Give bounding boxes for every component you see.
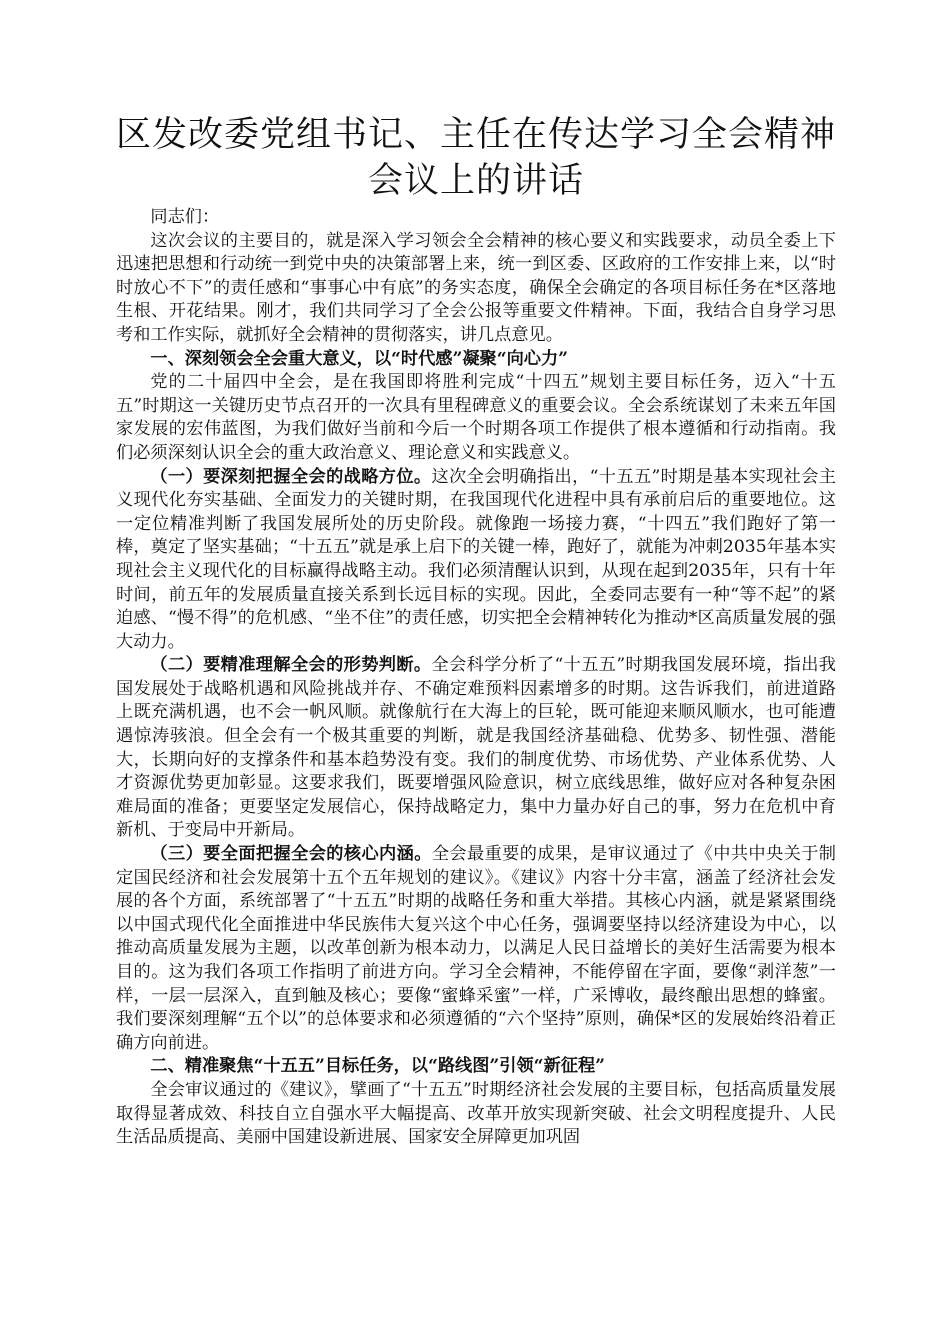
section-1-heading: 一、深刻领会全会重大意义，以“时代感”凝聚“向心力”: [150, 348, 569, 369]
document-page: [116, 112, 836, 1150]
point-1-text: 这次全会明确指出，“十五五”时期是基本实现社会主义现代化夯实基础、全面发力的关键时期，在我国现代化进程中具有承前启后的重要地位。这一定位精准判断了我国发展所处的历史阶段。就像跑一场接力赛，“十四五”我们跑好了第一棒，奠定了坚实基础；“十五五”就是承上启下的关键一棒，跑好了，就能为冲刺2035年基本实现社会主义现代化的目标赢得战略主动。我们必须清醒认识到，从现在起到2035年，只有十年时间，前五年的发展质量直接关系到长远目标的实现。因此，全委同志要有一种“等不起”的紧迫感、“慢不得”的危机感、“坐不住”的责任感，切实把全会精神转化为推动*区高质量发展的强大动力。: [116, 466, 836, 652]
point-2-paragraph: [116, 654, 836, 843]
document-body: [116, 206, 836, 1150]
point-2-lead: （二）要精准理解全会的形势判断。: [150, 655, 432, 676]
salutation: 同志们：: [150, 207, 220, 227]
intro-paragraph: 这次会议的主要目的，就是深入学习领会全会精神的核心要义和实践要求，动员全委上下迅速把思想和行动统一到党中央的决策部署上来，统一到区委、区政府的工作安排上来，以“时时放心不下”的责任感和“事事心中有底”的务实态度，确保全会确定的各项目标任务在*区落地生根、开花结果。刚才，我们共同学习了全会公报等重要文件精神。下面，我结合自身学习思考和工作实际，就抓好全会精神的贯彻落实，讲几点意见。: [116, 230, 836, 345]
point-3-text: 全会最重要的成果，是审议通过了《中共中央关于制定国民经济和社会发展第十五个五年规划的建议》。《建议》内容十分丰富，涵盖了经济社会发展的各个方面，系统部署了“十五五”时期的战略任务和重大举措。其核心内涵，就是紧紧围绕以中国式现代化全面推进中华民族伟大复兴这个中心任务，强调要坚持以经济建设为中心，以推动高质量发展为主题，以改革创新为根本动力，以满足人民日益增长的美好生活需要为根本目的。这为我们各项工作指明了前进方向。学习全会精神，不能停留在字面，要像“剥洋葱”一样，一层一层深入，直到触及核心；要像“蜜蜂采蜜”一样，广采博收，最终酿出思想的蜂蜜。我们要深刻理解“五个以”的总体要求和必须遵循的“六个坚持”原则，确保*区的发展始终沿着正确方向前进。: [116, 844, 836, 1053]
document-title: [116, 112, 836, 204]
section-1-intro: 党的二十届四中全会，是在我国即将胜利完成“十四五”规划主要目标任务，迈入“十五五”时期这一关键历史节点召开的一次具有里程碑意义的重要会议。全会系统谋划了未来五年国家发展的宏伟蓝图，为我们做好当前和今后一个时期各项工作提供了根本遵循和行动指南。我们必须深刻认识全会的重大政治意义、理论意义和实践意义。: [116, 372, 836, 463]
title-line-2: 会议上的讲话: [367, 161, 584, 201]
point-2-text: 全会科学分析了“十五五”时期我国发展环境，指出我国发展处于战略机遇和风险挑战并存、不确定难预料因素增多的时期。这告诉我们，前进道路上既充满机遇，也不会一帆风顺。就像航行在大海上的巨轮，既可能迎来顺风顺水，也可能遭遇惊涛骇浪。但全会有一个极其重要的判断，就是我国经济基础稳、优势多、韧性强、潜能大，长期向好的支撑条件和基本趋势没有变。我们的制度优势、市场优势、产业体系优势、人才资源优势更加彰显。这要求我们，既要增强风险意识，树立底线思维，做好应对各种复杂困难局面的准备；更要坚定发展信心，保持战略定力，集中力量办好自己的事，努力在危机中育新机、于变局中开新局。: [116, 655, 836, 841]
point-1-lead: （一）要深刻把握全会的战略方位。: [150, 466, 432, 487]
section-2-intro: 全会审议通过的《建议》，擘画了“十五五”时期经济社会发展的主要目标，包括高质量发展取得显著成效、科技自立自强水平大幅提高、改革开放实现新突破、社会文明程度提升、人民生活品质提高、美丽中国建设新进展、国家安全屏障更加巩固: [116, 1079, 836, 1148]
point-3-paragraph: [116, 843, 836, 1055]
point-1-paragraph: [116, 466, 836, 655]
point-3-lead: （三）要全面把握全会的核心内涵。: [150, 844, 432, 865]
title-line-1: 区发改委党组书记、主任在传达学习全会精神: [116, 115, 837, 155]
section-2-heading: 二、精准聚焦“十五五”目标任务，以“路线图”引领“新征程”: [150, 1056, 606, 1077]
